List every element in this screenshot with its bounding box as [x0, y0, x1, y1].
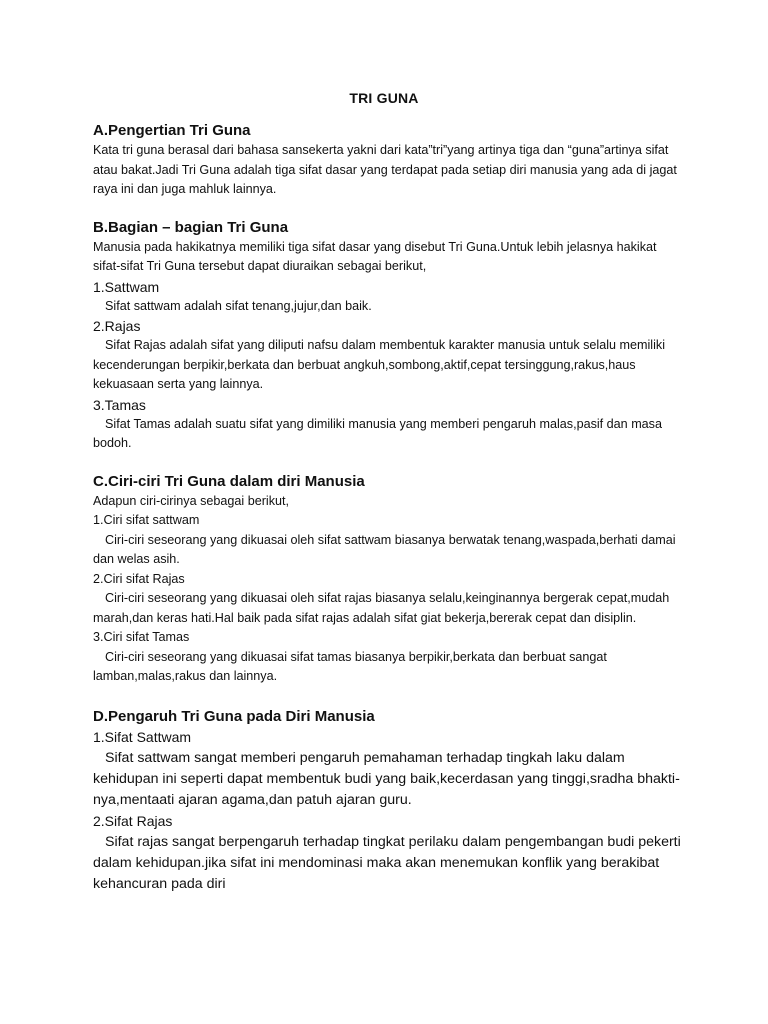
section-a: [93, 121, 683, 200]
section-c: [93, 472, 683, 687]
section-b-intro: Manusia pada hakikatnya memiliki tiga sifat dasar yang disebut Tri Guna.Untuk lebih jelasnya hakikat sifat-sifat Tri Guna tersebut dapat diuraikan sebagai berikut,: [93, 239, 657, 273]
section-d-item-text: Sifat rajas sangat berpengaruh terhadap tingkat perilaku dalam pengembangan budi pekerti dalam kehidupan.jika sifat ini mendominasi maka akan menemukan konflik yang berakibat kehancuran pada diri: [93, 833, 681, 892]
section-b-heading: B.Bagian – bagian Tri Guna: [93, 218, 289, 236]
section-c-item-label: 2.Ciri sifat Rajas: [93, 571, 185, 586]
section-c-item-label: 3.Ciri sifat Tamas: [93, 630, 190, 644]
document-body: [93, 121, 683, 895]
section-b: [93, 218, 683, 454]
section-b-item-text: Sifat Tamas adalah suatu sifat yang dimiliki manusia yang memberi pengaruh malas,pasif dan masa bodoh.: [93, 416, 662, 450]
section-b-item-text: Sifat Rajas adalah sifat yang diliputi nafsu dalam membentuk karakter manusia untuk selalu memiliki kecenderungan berpikir,berkata dan berbuat angkuh,sombong,aktif,cepat tersinggung,rakus,haus kekuasaan serta yang lainnya.: [93, 338, 665, 391]
section-c-item-text: Ciri-ciri seseorang yang dikuasai oleh sifat rajas biasanya selalu,keinginannya bergerak cepat,mudah marah,dan keras hati.Hal baik pada sifat rajas adalah sifat giat bekerja,bererak cepat dan disiplin.: [93, 591, 670, 625]
section-c-intro: Adapun ciri-cirinya sebagai berikut,: [93, 493, 290, 508]
page-title: TRI GUNA: [349, 90, 419, 106]
section-c-item-text: Ciri-ciri seseorang yang dikuasai oleh sifat sattwam biasanya berwatak tenang,waspada,berhati damai dan welas asih.: [93, 532, 676, 566]
section-d-item-label: 1.Sifat Sattwam: [93, 728, 192, 745]
section-b-item-label: 2.Rajas: [93, 318, 141, 334]
section-b-item-label: 3.Tamas: [93, 396, 146, 413]
section-c-item-label: 1.Ciri sifat sattwam: [93, 513, 200, 527]
section-d-item-label: 2.Sifat Rajas: [93, 812, 173, 829]
section-a-heading: A.Pengertian Tri Guna: [93, 122, 251, 139]
section-d: [93, 707, 683, 895]
section-b-item-text: Sifat sattwam adalah sifat tenang,jujur,dan baik.: [105, 298, 372, 313]
section-b-item-label: 1.Sattwam: [93, 278, 160, 295]
section-d-item-text: Sifat sattwam sangat memberi pengaruh pemahaman terhadap tingkah laku dalam kehidupan ini seperti dapat membentuk budi yang baik,kecerdasan yang tinggi,sradha bhakti-nya,mentaati ajaran agama,dan patuh ajaran guru.: [93, 749, 680, 808]
section-d-heading: D.Pengaruh Tri Guna pada Diri Manusia: [93, 707, 375, 725]
section-c-heading: C.Ciri-ciri Tri Guna dalam diri Manusia: [93, 472, 365, 490]
section-a-paragraph: Kata tri guna berasal dari bahasa sansekerta yakni dari kata”tri”yang artinya tiga dan “guna”artinya sifat atau bakat.Jadi Tri Guna adalah tiga sifat dasar yang terdapat pada setiap diri manusia yang ada di jagat raya ini dan juga mahluk lainnya.: [93, 143, 677, 196]
section-c-item-text: Ciri-ciri seseorang yang dikuasai sifat tamas biasanya berpikir,berkata dan berbuat sangat lamban,malas,rakus dan lainnya.: [93, 649, 607, 683]
